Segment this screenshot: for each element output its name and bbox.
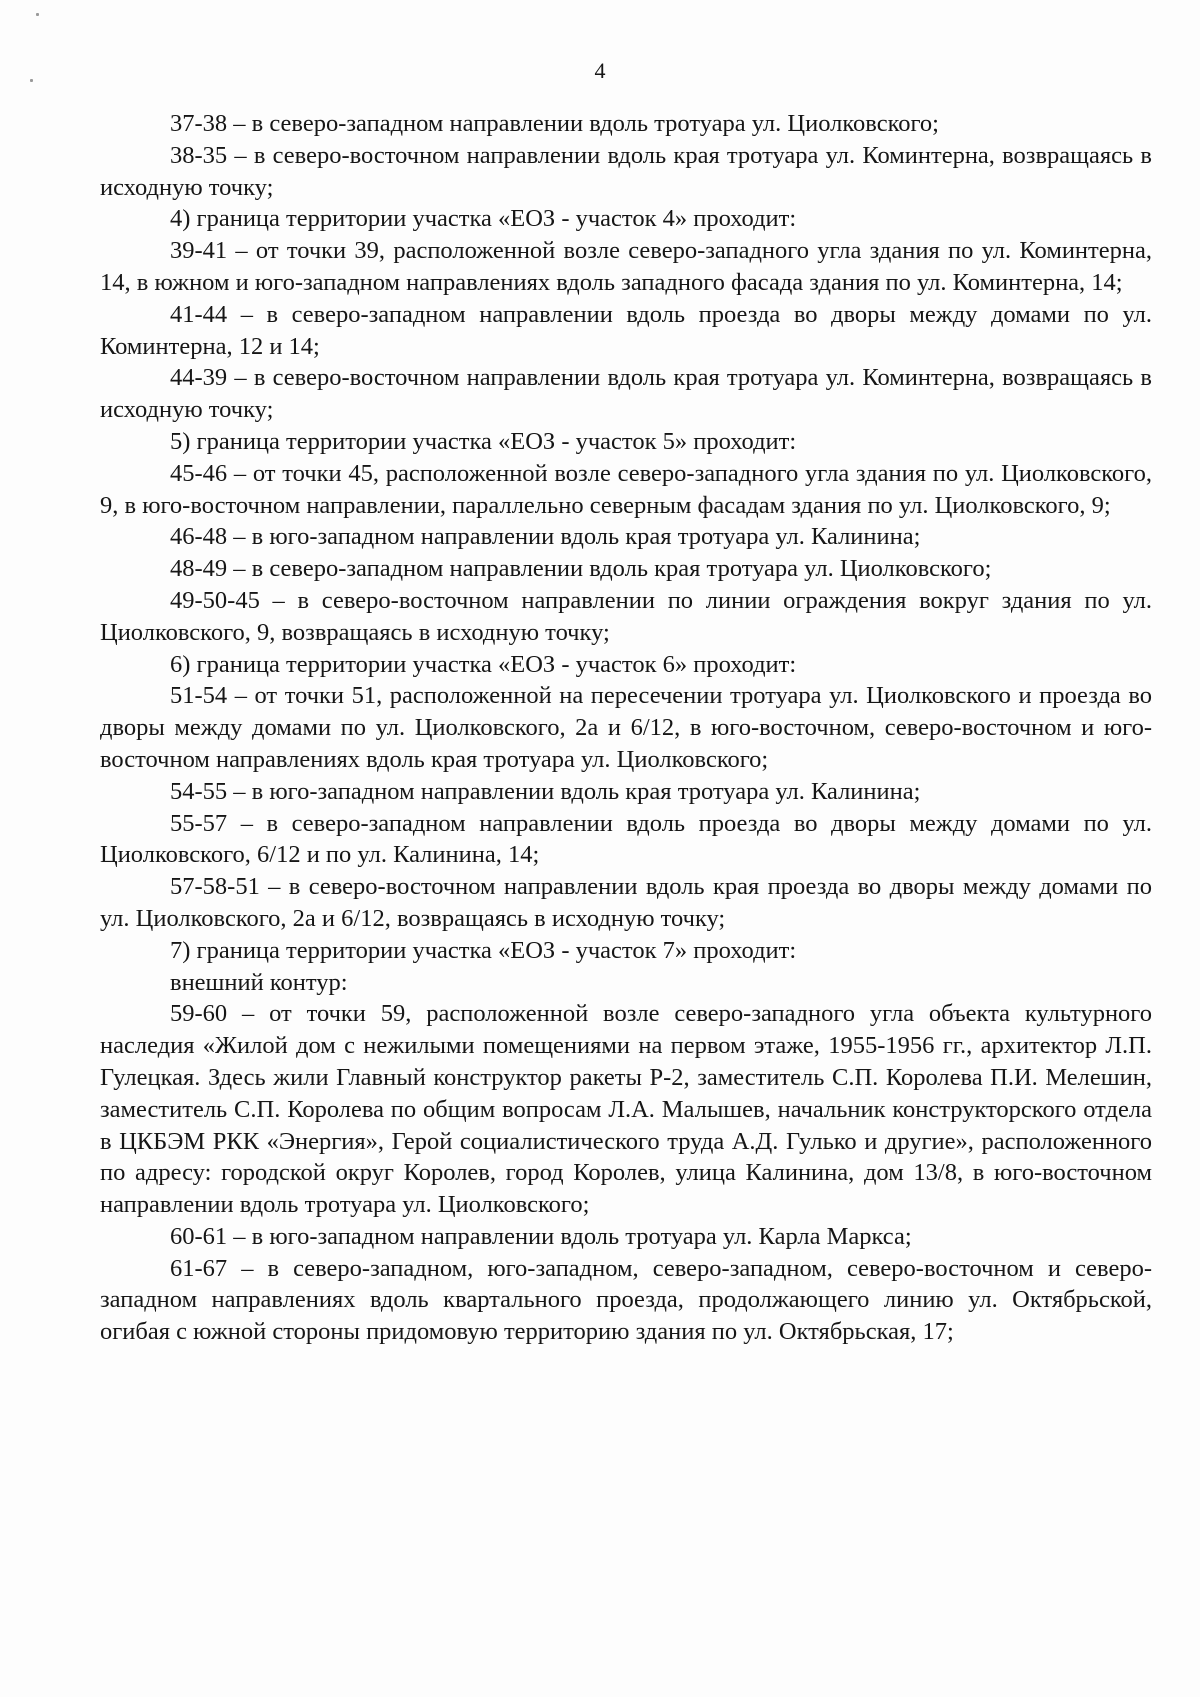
paragraph: 57-58-51 – в северо-восточном направлении вдоль края проезда во дворы между домами по ул. Циолковского, 2а и 6/12, возвращаясь в исходную точку; [100,873,1152,932]
paragraph: 46-48 – в юго-западном направлении вдоль края тротуара ул. Калинина; [170,523,921,551]
paragraph: 37-38 – в северо-западном направлении вдоль тротуара ул. Циолковского; [170,110,939,137]
section-heading: 5) граница территории участка «ЕОЗ - участок 5» проходит: [170,427,797,455]
paragraph: 61-67 – в северо-западном, юго-западном, северо-западном, северо-восточном и северо-западном направлениях вдоль квартального проезда, продолжающего линию ул. Октябрьской, огибая с южной стороны придомовую территорию здания по ул. Октябрьская, 17; [100,1254,1152,1346]
paragraph: 41-44 – в северо-западном направлении вдоль проезда во дворы между домами по ул. Коминтерна, 12 и 14; [100,300,1152,360]
section-heading: 7) граница территории участка «ЕОЗ - участок 7» проходит: [170,936,797,964]
paragraph: 38-35 – в северо-восточном направлении вдоль края тротуара ул. Коминтерна, возвращаясь в исходную точку; [100,141,1152,201]
document-body [100,108,1152,1348]
paragraph: 60-61 – в юго-западном направлении вдоль тротуара ул. Карла Маркса; [170,1222,912,1250]
paragraph: 55-57 – в северо-западном направлении вдоль проезда во дворы между домами по ул. Циолковского, 6/12 и по ул. Калинина, 14; [100,809,1152,869]
section-heading: 6) граница территории участка «ЕОЗ - участок 6» проходит: [170,650,797,678]
paragraph: 59-60 – от точки 59, расположенной возле северо-западного угла объекта культурного наследия «Жилой дом с нежилыми помещениями на первом этаже, 1955-1956 гг., архитектор Л.П. Гулецкая. Здесь жили Главный конструктор ракеты Р-2, заместитель С.П. Королева П.И. Мелешин, заместитель С.П. Королева по общим вопросам Л.А. Малышев, начальник конструкторского отдела в ЦКБЭМ РКК «Энергия», Герой социалистического труда А.Д. Гулько и другие», расположенного по адресу: городской округ Королев, город Королев, улица Калинина, дом 13/8, в юго-восточном направлении вдоль тротуара ул. Циолковского; [100,1000,1152,1219]
paragraph: 51-54 – от точки 51, расположенной на пересечении тротуара ул. Циолковского и проезда во дворы между домами по ул. Циолковского, 2а и 6/12, в юго-восточном, северо-восточном и юго-восточном направлениях вдоль края тротуара ул. Циолковского; [100,682,1152,773]
paragraph: 49-50-45 – в северо-восточном направлении по линии ограждения вокруг здания по ул. Циолковского, 9, возвращаясь в исходную точку; [100,586,1152,646]
scan-speck [36,13,39,16]
paragraph: 44-39 – в северо-восточном направлении вдоль края тротуара ул. Коминтерна, возвращаясь в исходную точку; [100,364,1152,424]
paragraph: 39-41 – от точки 39, расположенной возле северо-западного угла здания по ул. Коминтерна, 14, в южном и юго-западном направлениях вдоль западного фасада здания по ул. Коминтерна, 14; [100,237,1152,296]
subsection-label: внешний контур: [170,968,348,996]
page-number: 4 [594,58,606,83]
paragraph: 54-55 – в юго-западном направлении вдоль края тротуара ул. Калинина; [170,777,921,805]
section-heading: 4) граница территории участка «ЕОЗ - участок 4» проходит: [170,205,797,233]
paragraph: 48-49 – в северо-западном направлении вдоль края тротуара ул. Циолковского; [170,555,992,583]
paragraph: 45-46 – от точки 45, расположенной возле северо-западного угла здания по ул. Циолковского, 9, в юго-восточном направлении, параллельно северным фасадам здания по ул. Циолковского, 9; [100,459,1152,519]
